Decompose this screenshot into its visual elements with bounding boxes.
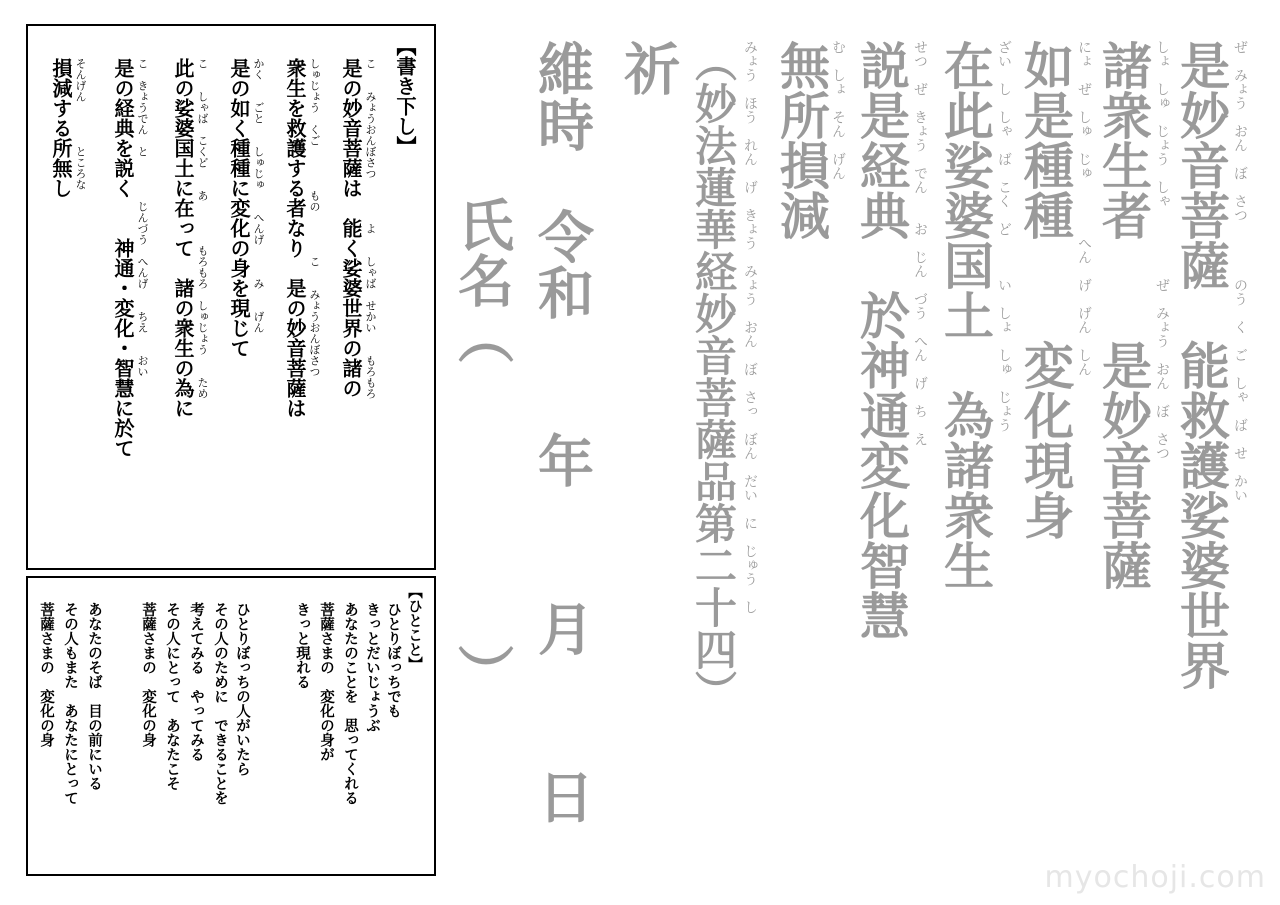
sutra-line-1: 是妙音菩薩 能救護娑婆世界 — [1172, 40, 1231, 690]
sutra-ruby-2: しょ しゅ じょう しゃ ぜ みょう おん ぼ さつ — [1154, 40, 1170, 460]
hitokoto-line-9: 考えてみる やってみる — [188, 602, 205, 762]
sutra-line-6: 無所損減 — [772, 40, 831, 240]
kakikudashi-ruby-1: こ みょうおんぼさつ よ しゃば せかい もろもろ — [364, 58, 377, 399]
hitokoto-line-8: その人のために できることを — [212, 602, 229, 805]
kakikudashi-line-4: 此の娑婆国土に在って 諸の衆生の為に — [171, 58, 195, 418]
kakikudashi-ruby-3: かく ごと しゅじゅ へんげ み げん — [252, 58, 265, 333]
sutra-ruby-6: む しょ そん げん — [830, 40, 846, 180]
prayer-date: 維時 令和 年 月 日 — [529, 40, 595, 824]
sutra-title: （妙法蓮華経妙音菩薩品第二十四） — [689, 40, 738, 712]
kakikudashi-ruby-4: こ しゃば こくど あ もろもろ しゅじょう ため — [196, 58, 209, 399]
kakikudashi-ruby-6: そんげん ところな — [74, 58, 87, 190]
sutra-title-ruby: みょう ほう れん げ きょう みょう おん ぼ さっ ぼん だい に じゅう し — [742, 40, 758, 614]
sutra-line-3: 如是種種 変化現身 — [1016, 40, 1075, 540]
kakikudashi-line-3: 是の如く種種に変化の身を現じて — [227, 58, 251, 358]
kakikudashi-ruby-2: しゅじょう くご もの こ みょうおんぼさつ — [308, 58, 321, 377]
hitokoto-line-11: 菩薩さまの 変化の身 — [140, 602, 157, 747]
sutra-line-5: 説是経典 於神通変化智慧 — [852, 40, 911, 640]
hitokoto-line-7: ひとりぼっちの人がいたら — [234, 602, 251, 776]
kakikudashi-ruby-5: こ きょうでん と じんづう へんげ ちえ おい — [136, 58, 149, 377]
sutra-line-2: 諸衆生者 是妙音菩薩 — [1094, 40, 1153, 590]
hitokoto-line-15: 菩薩さまの 変化の身 — [38, 602, 55, 747]
hitokoto-line-1: ひとりぼっちでも — [385, 602, 402, 718]
sutra-ruby-3: にょ ぜ しゅ じゅ へん げ げん しん — [1076, 40, 1092, 376]
kakikudashi-box — [26, 24, 436, 570]
hitokoto-line-13: あなたのそば 目の前にいる — [86, 602, 103, 791]
kakikudashi-line-6: 損減する所無し — [49, 58, 73, 198]
hitokoto-line-3: あなたのことを 思ってくれる — [342, 602, 359, 805]
hitokoto-line-4: 菩薩さまの 変化の身が — [318, 602, 335, 762]
kakikudashi-line-1: 是の妙音菩薩は 能く娑婆世界の諸の — [339, 58, 363, 398]
hitokoto-line-2: きっとだいじょうぶ — [364, 602, 381, 733]
watermark: myochoji.com — [1044, 860, 1266, 895]
hitokoto-line-5: きっと現れる — [294, 602, 311, 689]
sutra-line-4: 在此娑婆国土 為諸衆生 — [936, 40, 995, 590]
kakikudashi-header: 【書き下し】 — [393, 36, 417, 156]
hitokoto-line-10: その人にとって あなたこそ — [164, 602, 181, 791]
prayer-inori: 祈 — [615, 40, 681, 96]
hitokoto-line-14: その人もまた あなたにとって — [62, 602, 79, 805]
hitokoto-header: 【ひとこと】 — [406, 584, 423, 671]
sutra-ruby-4: ざい し しゃ ば こく ど い しょ しゅ じょう — [996, 40, 1012, 432]
kakikudashi-line-2: 衆生を救護する者なり 是の妙音菩薩は — [283, 58, 307, 418]
kakikudashi-line-5: 是の経典を説く 神通・変化・智慧に於て — [111, 58, 135, 458]
prayer-name: 氏名（ ） — [449, 196, 515, 700]
sutra-ruby-1: ぜ みょう おん ぼ さつ のう く ご しゃ ば せ かい — [1232, 40, 1248, 502]
sutra-ruby-5: せつ ぜ きょう でん お じん づう へん げ ち え — [912, 40, 928, 446]
hitokoto-box — [26, 576, 436, 876]
